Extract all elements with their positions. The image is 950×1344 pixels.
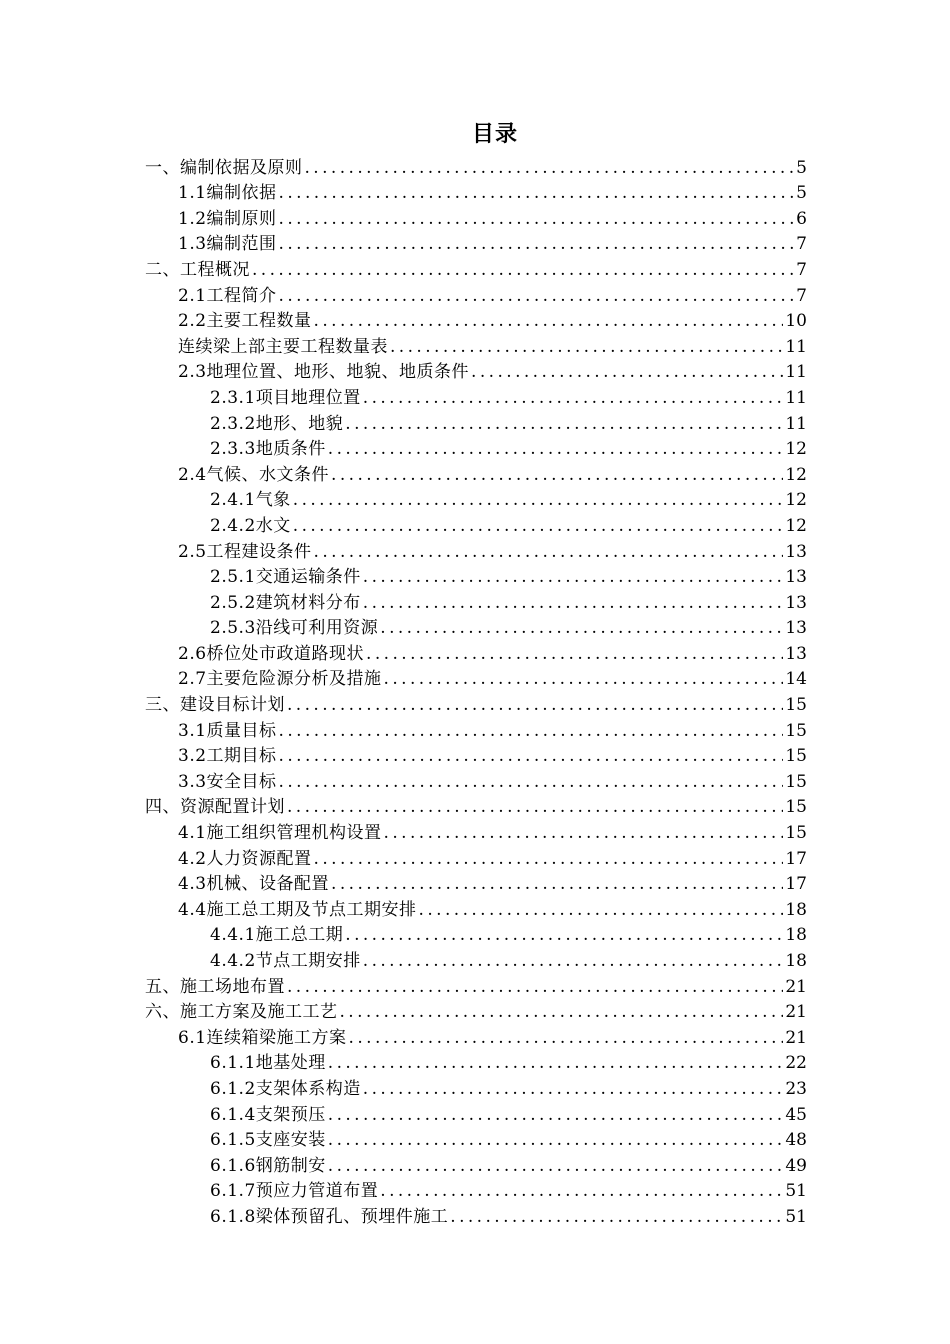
toc-entry-page-number: 15 — [785, 695, 807, 716]
toc-entry[interactable] — [0, 230, 950, 256]
toc-entry[interactable] — [0, 1023, 950, 1049]
toc-entry-page-number: 10 — [785, 311, 807, 332]
toc-leader-dots — [331, 873, 783, 895]
toc-leader-dots — [279, 720, 784, 742]
toc-leader-dots — [293, 489, 784, 511]
toc-leader-dots — [363, 1078, 784, 1100]
page-title: 目录 — [471, 122, 518, 147]
toc-entry[interactable] — [0, 767, 950, 793]
toc-entry[interactable] — [0, 511, 950, 537]
toc-entry-title: 2.6桥位处市政道路现状 — [178, 643, 365, 664]
toc-entry-page-number: 13 — [785, 592, 807, 613]
toc-leader-dots — [279, 182, 795, 204]
toc-entry[interactable] — [0, 972, 950, 998]
toc-entry-page-number: 5 — [796, 183, 807, 204]
toc-entry-title: 3.2工期目标 — [178, 746, 277, 767]
toc-leader-dots — [314, 848, 784, 870]
toc-entry-page-number: 11 — [785, 387, 807, 408]
toc-entry-page-number: 12 — [785, 464, 807, 485]
table-of-contents — [0, 153, 950, 1228]
toc-leader-dots — [279, 285, 795, 307]
toc-entry-page-number: 11 — [785, 362, 807, 383]
toc-leader-dots — [293, 515, 784, 537]
toc-leader-dots — [471, 361, 783, 383]
toc-entry-title: 六、施工方案及施工工艺 — [145, 1002, 338, 1023]
toc-entry[interactable] — [0, 946, 950, 972]
toc-entry-title: 2.3地理位置、地形、地貌、地质条件 — [178, 362, 470, 383]
toc-entry[interactable] — [0, 614, 950, 640]
toc-leader-dots — [345, 413, 783, 435]
toc-entry[interactable] — [0, 921, 950, 947]
toc-leader-dots — [287, 796, 783, 818]
toc-leader-dots — [328, 1104, 784, 1126]
toc-entry[interactable] — [0, 537, 950, 563]
toc-leader-dots — [390, 336, 783, 358]
toc-entry[interactable] — [0, 1100, 950, 1126]
toc-entry[interactable] — [0, 1049, 950, 1075]
toc-entry[interactable] — [0, 844, 950, 870]
toc-entry-title: 4.2人力资源配置 — [178, 848, 312, 869]
toc-entry-title: 2.5.2建筑材料分布 — [210, 592, 361, 613]
toc-leader-dots — [279, 233, 795, 255]
toc-entry[interactable] — [0, 690, 950, 716]
toc-entry[interactable] — [0, 179, 950, 205]
toc-entry-page-number: 6 — [796, 208, 807, 229]
toc-entry-page-number: 51 — [785, 1181, 807, 1202]
toc-entry-title: 三、建设目标计划 — [145, 695, 285, 716]
toc-entry-page-number: 49 — [785, 1155, 807, 1176]
toc-entry-title: 6.1.4支架预压 — [210, 1104, 326, 1125]
toc-entry-title: 1.2编制原则 — [178, 208, 277, 229]
toc-entry-title: 2.4.1气象 — [210, 490, 291, 511]
toc-entry-title: 四、资源配置计划 — [145, 797, 285, 818]
toc-entry[interactable] — [0, 460, 950, 486]
toc-entry-page-number: 12 — [785, 490, 807, 511]
toc-leader-dots — [363, 950, 784, 972]
toc-entry[interactable] — [0, 639, 950, 665]
toc-entry-page-number: 21 — [785, 1027, 807, 1048]
toc-entry-title: 二、工程概况 — [145, 259, 250, 280]
toc-leader-dots — [363, 592, 784, 614]
toc-entry-page-number: 15 — [785, 746, 807, 767]
toc-entry-page-number: 15 — [785, 771, 807, 792]
toc-entry-title: 6.1.7预应力管道布置 — [210, 1181, 379, 1202]
toc-leader-dots — [314, 541, 784, 563]
toc-entry[interactable] — [0, 793, 950, 819]
toc-leader-dots — [287, 976, 783, 998]
toc-entry[interactable] — [0, 281, 950, 307]
toc-entry[interactable] — [0, 895, 950, 921]
toc-entry[interactable] — [0, 818, 950, 844]
toc-entry[interactable] — [0, 1151, 950, 1177]
toc-entry-title: 2.5工程建设条件 — [178, 541, 312, 562]
toc-leader-dots — [419, 899, 784, 921]
toc-entry-page-number: 7 — [796, 285, 807, 306]
toc-leader-dots — [380, 1180, 783, 1202]
toc-entry-page-number: 15 — [785, 797, 807, 818]
toc-entry[interactable] — [0, 1126, 950, 1152]
toc-entry-page-number: 13 — [785, 618, 807, 639]
toc-entry-title: 4.1施工组织管理机构设置 — [178, 823, 382, 844]
toc-leader-dots — [331, 464, 783, 486]
toc-leader-dots — [349, 1027, 784, 1049]
toc-entry-title: 6.1.6钢筋制安 — [210, 1155, 326, 1176]
toc-entry-title: 6.1.2支架体系构造 — [210, 1078, 361, 1099]
toc-entry-title: 4.4.1施工总工期 — [210, 925, 344, 946]
toc-leader-dots — [384, 822, 784, 844]
toc-entry[interactable] — [0, 332, 950, 358]
toc-entry-page-number: 21 — [785, 1002, 807, 1023]
toc-entry-title: 2.3.3地质条件 — [210, 439, 326, 460]
toc-entry-title: 2.2主要工程数量 — [178, 311, 312, 332]
toc-leader-dots — [380, 617, 783, 639]
toc-leader-dots — [305, 157, 795, 179]
toc-entry-page-number: 17 — [785, 874, 807, 895]
toc-leader-dots — [328, 1052, 784, 1074]
toc-leader-dots — [314, 310, 784, 332]
toc-leader-dots — [345, 924, 783, 946]
toc-leader-dots — [328, 1129, 784, 1151]
toc-entry[interactable] — [0, 409, 950, 435]
toc-entry-title: 4.3机械、设备配置 — [178, 874, 330, 895]
toc-entry-title: 6.1.5支座安装 — [210, 1130, 326, 1151]
toc-entry-page-number: 15 — [785, 823, 807, 844]
toc-leader-dots — [366, 643, 783, 665]
toc-entry-title: 2.5.1交通运输条件 — [210, 567, 361, 588]
toc-entry-page-number: 14 — [785, 669, 807, 690]
toc-leader-dots — [279, 208, 795, 230]
toc-entry-page-number: 11 — [785, 336, 807, 357]
toc-leader-dots — [363, 387, 784, 409]
toc-leader-dots — [279, 745, 784, 767]
toc-entry[interactable] — [0, 435, 950, 461]
toc-entry[interactable] — [0, 716, 950, 742]
toc-entry-title: 2.4.2水文 — [210, 515, 291, 536]
toc-entry[interactable] — [0, 1202, 950, 1228]
toc-leader-dots — [384, 668, 784, 690]
toc-entry-page-number: 13 — [785, 643, 807, 664]
toc-entry-title: 4.4施工总工期及节点工期安排 — [178, 899, 417, 920]
toc-entry[interactable] — [0, 563, 950, 589]
toc-entry[interactable] — [0, 486, 950, 512]
toc-entry[interactable] — [0, 998, 950, 1024]
toc-entry-title: 3.3安全目标 — [178, 771, 277, 792]
toc-entry-title: 2.3.2地形、地貌 — [210, 413, 344, 434]
toc-leader-dots — [279, 771, 784, 793]
toc-entry[interactable] — [0, 255, 950, 281]
toc-leader-dots — [340, 1001, 784, 1023]
toc-entry[interactable] — [0, 1177, 950, 1203]
toc-entry-page-number: 12 — [785, 515, 807, 536]
toc-leader-dots — [450, 1206, 783, 1228]
toc-entry-page-number: 13 — [785, 567, 807, 588]
toc-entry[interactable] — [0, 665, 950, 691]
toc-entry-page-number: 21 — [785, 976, 807, 997]
toc-entry[interactable] — [0, 1074, 950, 1100]
toc-entry[interactable] — [0, 358, 950, 384]
toc-entry-page-number: 22 — [785, 1053, 807, 1074]
toc-entry[interactable] — [0, 742, 950, 768]
toc-entry-title: 2.5.3沿线可利用资源 — [210, 618, 379, 639]
toc-leader-dots — [328, 438, 784, 460]
toc-entry-title: 2.7主要危险源分析及措施 — [178, 669, 382, 690]
toc-entry-title: 2.3.1项目地理位置 — [210, 387, 361, 408]
toc-entry-title: 1.1编制依据 — [178, 183, 277, 204]
toc-entry-page-number: 15 — [785, 720, 807, 741]
toc-entry[interactable] — [0, 307, 950, 333]
toc-entry[interactable] — [0, 870, 950, 896]
toc-entry-page-number: 12 — [785, 439, 807, 460]
toc-entry[interactable] — [0, 153, 950, 179]
toc-entry-title: 3.1质量目标 — [178, 720, 277, 741]
toc-entry-page-number: 23 — [785, 1078, 807, 1099]
toc-entry[interactable] — [0, 204, 950, 230]
toc-entry[interactable] — [0, 383, 950, 409]
toc-entry-page-number: 7 — [796, 259, 807, 280]
toc-entry-title: 6.1.1地基处理 — [210, 1053, 326, 1074]
toc-entry-page-number: 17 — [785, 848, 807, 869]
toc-entry-title: 4.4.2节点工期安排 — [210, 951, 361, 971]
toc-entry-title: 五、施工场地布置 — [145, 976, 285, 997]
toc-entry[interactable] — [0, 588, 950, 614]
toc-leader-dots — [287, 694, 783, 716]
toc-entry-title: 一、编制依据及原则 — [145, 157, 303, 178]
toc-entry-page-number: 45 — [785, 1104, 807, 1125]
toc-entry-page-number: 7 — [796, 234, 807, 255]
toc-entry-page-number: 11 — [785, 413, 807, 434]
toc-entry-title: 2.4气候、水文条件 — [178, 464, 330, 485]
toc-entry-page-number: 51 — [785, 1206, 807, 1227]
toc-entry-page-number: 18 — [785, 925, 807, 946]
toc-entry-page-number: 13 — [785, 541, 807, 562]
toc-entry-title: 连续梁上部主要工程数量表 — [178, 336, 388, 357]
toc-leader-dots — [328, 1155, 784, 1177]
toc-entry-page-number: 48 — [785, 1130, 807, 1151]
toc-entry-title: 1.3编制范围 — [178, 234, 277, 255]
toc-leader-dots — [252, 259, 794, 281]
toc-entry-title: 6.1连续箱梁施工方案 — [178, 1027, 347, 1048]
toc-entry-page-number: 5 — [796, 157, 807, 178]
toc-entry-title: 6.1.8梁体预留孔、预埋件施工 — [210, 1206, 449, 1227]
toc-entry-title: 2.1工程简介 — [178, 285, 277, 306]
toc-entry-page-number: 18 — [785, 899, 807, 920]
toc-entry-page-number: 18 — [785, 951, 807, 971]
toc-leader-dots — [363, 566, 784, 588]
